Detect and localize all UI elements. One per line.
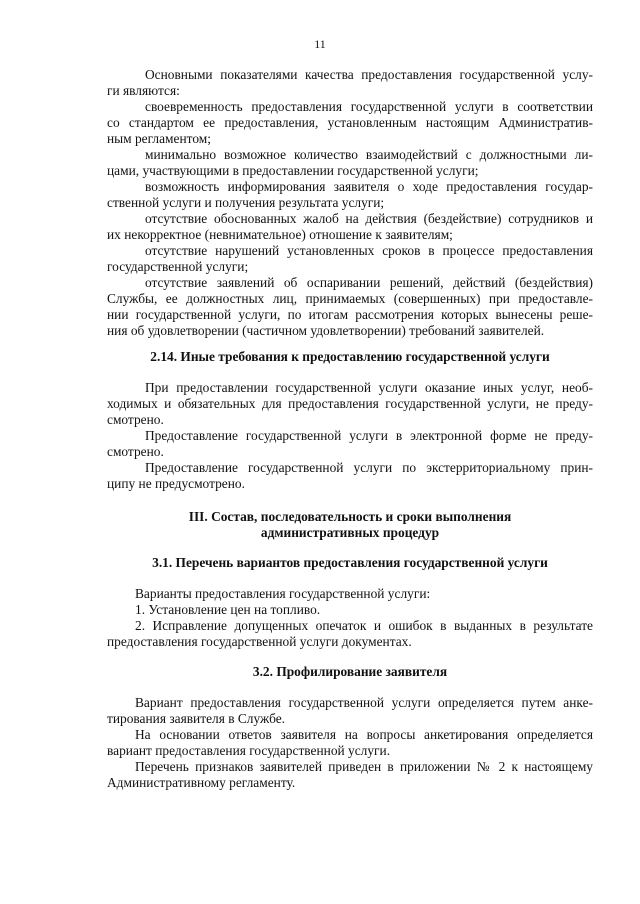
paragraph-line: Службы, ее должностных лиц, принимаемых (совершенных) при предоставле- xyxy=(107,291,593,306)
paragraph-line: вариант предоставления государственной услуги. xyxy=(107,743,391,758)
paragraph-line: Предоставление государственной услуги по экстерриториальному прин- xyxy=(145,460,593,475)
section-heading-3-1: 3.1. Перечень вариантов предоставления государственной услуги xyxy=(152,555,548,570)
paragraph-line: отсутствие нарушений установленных сроков в процессе предоставления xyxy=(145,243,593,258)
paragraph-line: ги являются: xyxy=(107,83,180,98)
paragraph-line: своевременность предоставления государственной услуги в соответствии xyxy=(145,99,593,114)
paragraph-line: ственной услуги и получения результата услуги; xyxy=(107,195,385,210)
paragraph-line: 1. Установление цен на топливо. xyxy=(135,602,321,617)
paragraph-line: тирования заявителя в Службе. xyxy=(107,711,286,726)
paragraph-line: минимально возможное количество взаимодействий с должностными ли- xyxy=(145,147,593,162)
paragraph-line: Предоставление государственной услуги в электронной форме не преду- xyxy=(145,428,593,443)
paragraph-line: ходимых и обязательных для предоставления государственной услуги, не преду- xyxy=(107,396,593,411)
paragraph-line: На основании ответов заявителя на вопросы анкетирования определяется xyxy=(135,727,593,742)
paragraph-line: 2. Исправление допущенных опечаток и ошибок в выданных в результате xyxy=(135,618,593,633)
paragraph-line: государственной услуги; xyxy=(107,259,249,274)
paragraph-line: смотрено. xyxy=(107,412,164,427)
paragraph-line: ния об удовлетворении (частичном удовлетворении) требований заявителей. xyxy=(107,323,545,338)
paragraph-line: предоставления государственной услуги документах. xyxy=(107,634,412,649)
paragraph-line: ным регламентом; xyxy=(107,131,211,146)
paragraph-line: Основными показателями качества предоставления государственной услу- xyxy=(145,67,593,82)
paragraph-line: цами, участвующими в предоставлении государственной услуги; xyxy=(107,163,479,178)
chapter-heading-line: административных процедур xyxy=(260,525,440,540)
section-heading-3-2: 3.2. Профилирование заявителя xyxy=(252,664,448,679)
paragraph-line: их некорректное (невнимательное) отношение к заявителям; xyxy=(107,227,453,242)
paragraph-line: Вариант предоставления государственной услуги определяется путем анке- xyxy=(135,695,593,710)
paragraph-line: отсутствие заявлений об оспаривании решений, действий (бездействия) xyxy=(145,275,593,290)
chapter-heading-line: III. Состав, последовательность и сроки выполнения xyxy=(188,509,512,524)
paragraph-line: Перечень признаков заявителей приведен в приложении № 2 к настоящему xyxy=(135,759,593,774)
page-number: 11 xyxy=(314,37,326,51)
paragraph-line: нии государственной услуги, по итогам рассмотрения которых вынесены реше- xyxy=(107,307,593,322)
paragraph-line: со стандартом ее предоставления, установленным настоящим Административ- xyxy=(107,115,593,130)
section-heading-2-14: 2.14. Иные требования к предоставлению государственной услуги xyxy=(150,349,550,364)
paragraph-line: смотрено. xyxy=(107,444,164,459)
paragraph-line: При предоставлении государственной услуги оказание иных услуг, необ- xyxy=(145,380,593,395)
paragraph-line: возможность информирования заявителя о ходе предоставления государ- xyxy=(145,179,593,194)
paragraph-line: Административному регламенту. xyxy=(107,775,296,790)
paragraph-line: отсутствие обоснованных жалоб на действия (бездействие) сотрудников и xyxy=(145,211,593,226)
paragraph-line: Варианты предоставления государственной услуги: xyxy=(135,586,431,601)
paragraph-line: ципу не предусмотрено. xyxy=(107,476,245,491)
